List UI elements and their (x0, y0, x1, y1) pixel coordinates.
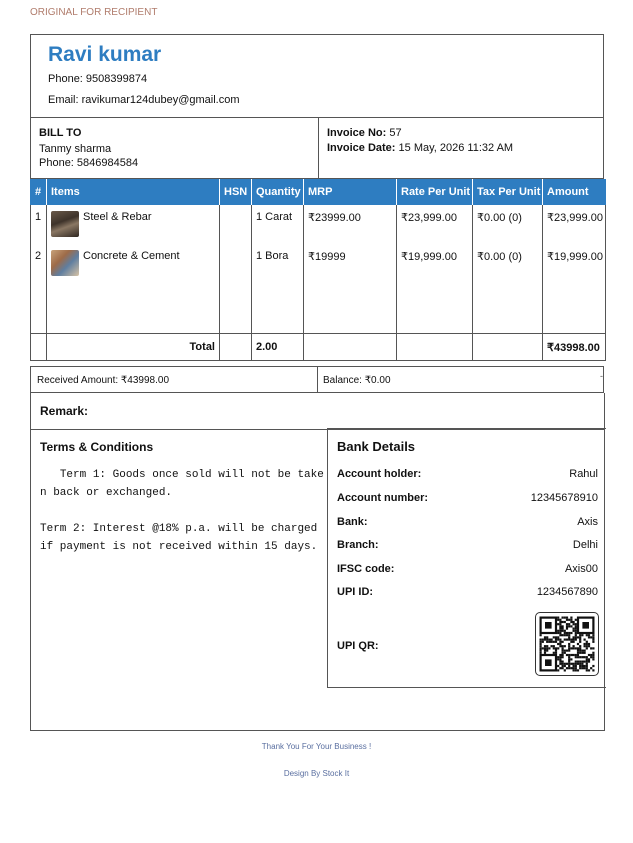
bank-label: UPI QR: (337, 640, 379, 652)
received-amount: Received Amount: ₹43998.00 (37, 375, 170, 386)
thank-you-note: Thank You For Your Business ! (261, 742, 372, 751)
bank-title: Bank Details (337, 439, 416, 454)
total-amount: ₹43998.00 (543, 334, 606, 361)
col-header-quantity: Quantity (252, 179, 304, 205)
bill-to-name: Tanmy sharma (39, 143, 112, 155)
terms-text: Term 1: Goods once sold will not be taken back or exchanged. Term 2: Interest @18% p.a. will be charged if payment is not received within 15 days. (40, 469, 324, 553)
bank-label: Branch: (337, 539, 379, 551)
bank-row-branch (337, 539, 598, 551)
bank-details (327, 428, 606, 688)
row-item (47, 205, 220, 244)
invoice-date (327, 142, 513, 154)
edge-mark: - (600, 371, 603, 381)
balance-amount: Balance: ₹0.00 (323, 375, 391, 386)
row-qty: 1 Carat (252, 205, 304, 244)
bank-row-ifsc (337, 563, 598, 575)
row-qty: 1 Bora (252, 244, 304, 283)
bank-row-bank (337, 516, 598, 528)
bill-to-section (31, 118, 319, 178)
bank-row-account-holder (337, 468, 598, 480)
row-amount: ₹19,999.00 (543, 244, 606, 283)
seller-name: Ravi kumar (48, 43, 162, 66)
bank-label: Account number: (337, 492, 429, 504)
col-header-items: Items (47, 179, 220, 205)
row-rate: ₹19,999.00 (397, 244, 473, 283)
bank-value: 12345678910 (530, 492, 598, 504)
invoice-date-value: 15 May, 2026 11:32 AM (398, 142, 514, 154)
bank-value: Delhi (572, 539, 598, 551)
col-header-tax: Tax Per Unit (473, 179, 543, 205)
steel-rebar-image (51, 211, 79, 237)
bank-label: UPI ID: (337, 586, 374, 598)
items-table (30, 179, 606, 361)
upi-qr-code-icon (535, 612, 599, 676)
bank-row-account-number (337, 492, 598, 504)
bank-row-upi-id (337, 586, 598, 598)
row-item-name: Steel & Rebar (83, 211, 152, 223)
col-header-num: # (31, 179, 47, 205)
row-tax: ₹0.00 (0) (473, 244, 543, 283)
total-quantity: 2.00 (252, 334, 304, 361)
col-header-mrp: MRP (304, 179, 397, 205)
concrete-cement-image (51, 250, 79, 276)
bank-value: 1234567890 (536, 586, 598, 598)
bank-label: Bank: (337, 516, 368, 528)
invoice-number-label: Invoice No: (327, 127, 387, 139)
col-header-hsn: HSN (220, 179, 252, 205)
row-tax: ₹0.00 (0) (473, 205, 543, 244)
remark-label: Remark: (40, 404, 89, 418)
total-label: Total (47, 334, 220, 361)
row-mrp: ₹19999 (304, 244, 397, 283)
row-rate: ₹23,999.00 (397, 205, 473, 244)
bank-label: Account holder: (337, 468, 422, 480)
bank-value: Axis00 (564, 563, 598, 575)
row-hsn (220, 244, 252, 283)
row-item (47, 244, 220, 283)
table-row (31, 205, 606, 244)
invoice-number (327, 127, 402, 139)
bank-value: Axis (577, 516, 598, 528)
table-header-row (31, 179, 606, 205)
row-item-name: Concrete & Cement (83, 250, 180, 262)
table-row (31, 244, 606, 283)
row-num: 2 (31, 244, 47, 283)
copy-tag: ORIGINAL FOR RECIPIENT (30, 7, 158, 18)
seller-phone: Phone: 9508399874 (48, 73, 148, 85)
col-header-amount: Amount (543, 179, 606, 205)
remark-section (30, 393, 605, 430)
bill-to-heading: BILL TO (39, 127, 82, 139)
payment-summary (30, 366, 604, 393)
design-credit: Design By Stock It (283, 769, 350, 778)
invoice-date-label: Invoice Date: (327, 142, 396, 154)
bill-to-phone: Phone: 5846984584 (39, 157, 139, 169)
row-hsn (220, 205, 252, 244)
seller-header (30, 34, 604, 118)
bank-label: IFSC code: (337, 563, 395, 575)
row-amount: ₹23,999.00 (543, 205, 606, 244)
terms-title: Terms & Conditions (40, 440, 154, 454)
table-total-row (31, 334, 606, 361)
seller-email: Email: ravikumar124dubey@gmail.com (48, 94, 240, 106)
row-mrp: ₹23999.00 (304, 205, 397, 244)
invoice-number-value: 57 (389, 127, 402, 139)
bill-info-row (30, 118, 604, 179)
bank-value: Rahul (569, 468, 598, 480)
row-num: 1 (31, 205, 47, 244)
table-empty-space (31, 283, 606, 334)
terms-bank-section (30, 429, 605, 731)
col-header-rate: Rate Per Unit (397, 179, 473, 205)
